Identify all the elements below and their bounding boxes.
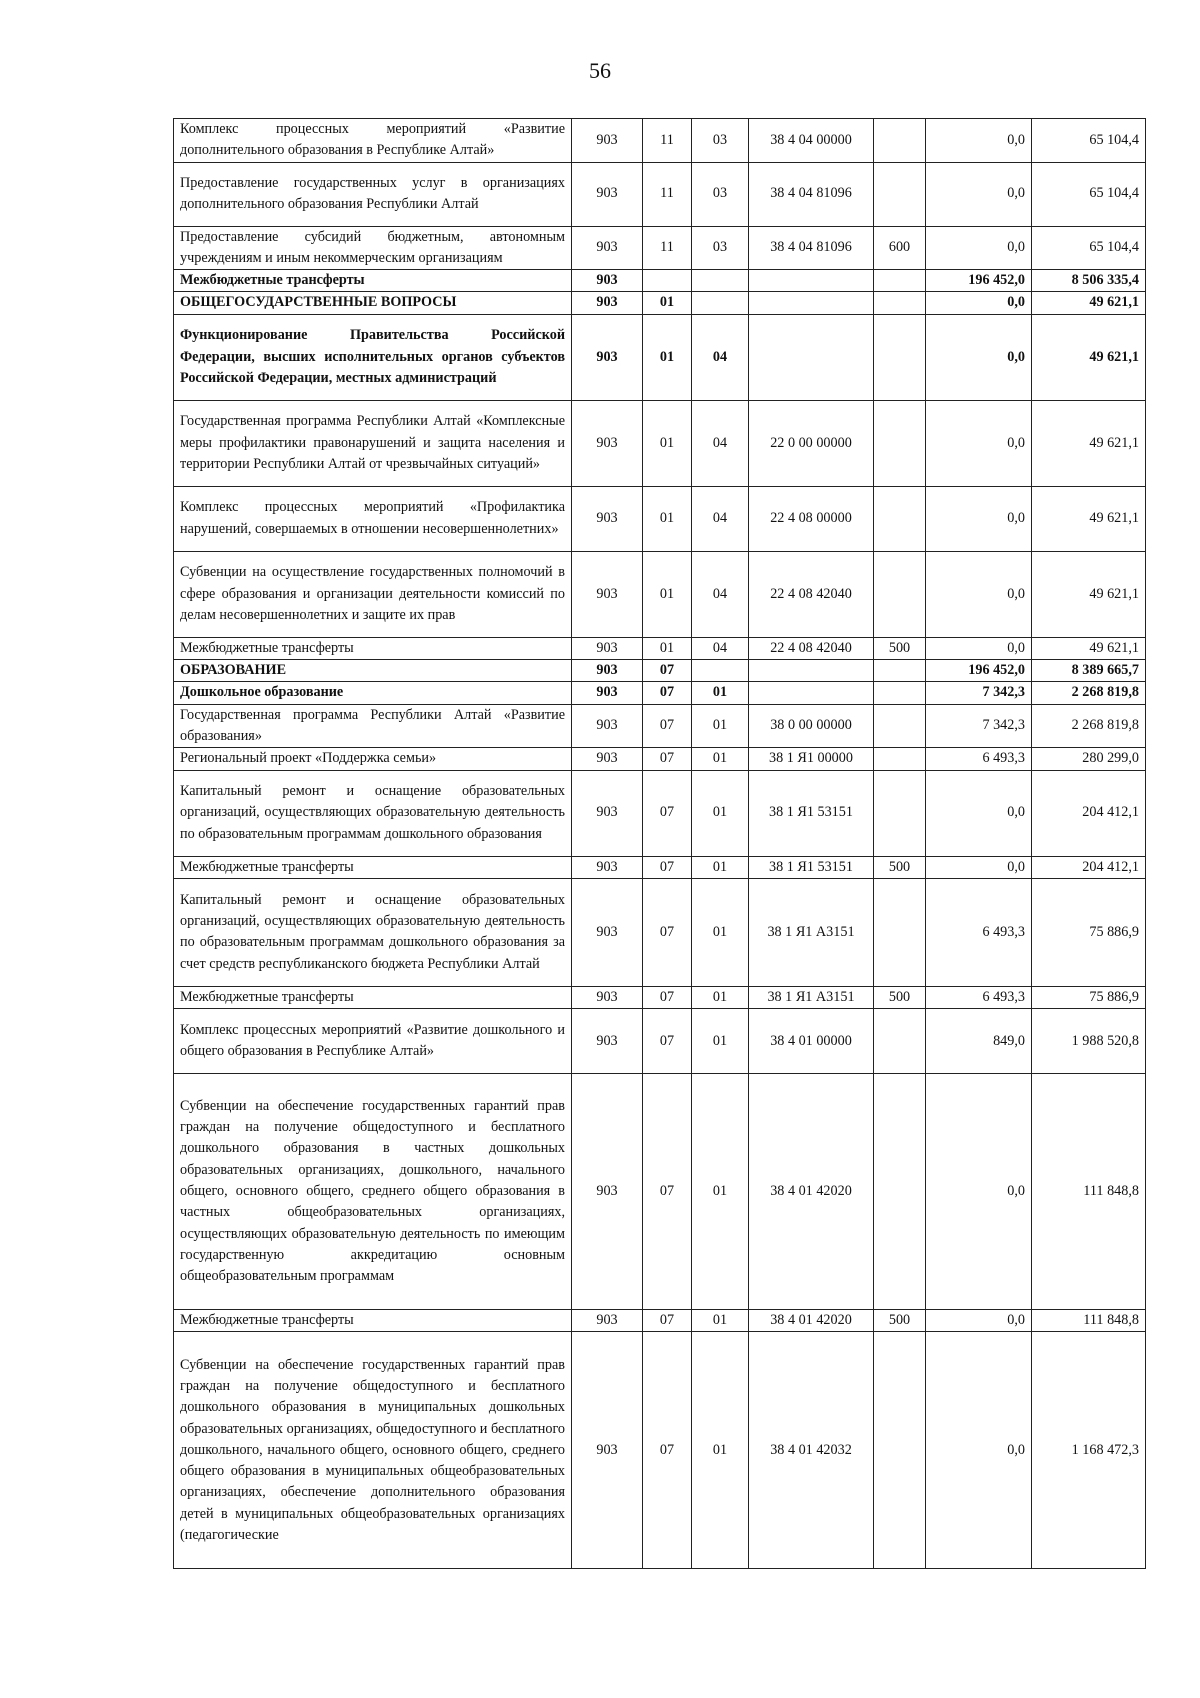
row-gr-cell: 903 xyxy=(572,292,643,314)
row-vr-cell xyxy=(874,486,926,551)
row-vr-cell xyxy=(874,748,926,770)
row-csr-cell: 22 0 00 00000 xyxy=(749,400,874,486)
row-vr-cell xyxy=(874,1009,926,1074)
row-gr-cell: 903 xyxy=(572,314,643,400)
row-gr-cell: 903 xyxy=(572,682,643,704)
row-name-cell: Региональный проект «Поддержка семьи» xyxy=(174,748,572,770)
row-sum2-cell: 75 886,9 xyxy=(1032,986,1146,1008)
row-gr-cell: 903 xyxy=(572,878,643,986)
row-name-cell: Капитальный ремонт и оснащение образовательных организаций, осуществляющих образовательную деятельность по образовательным программам дошкольного образования за счет средств республиканского бюджета Республики Алтай xyxy=(174,878,572,986)
row-gr-cell: 903 xyxy=(572,1332,643,1569)
row-pr-cell: 04 xyxy=(692,637,749,659)
row-csr-cell: 38 1 Я1 А3151 xyxy=(749,986,874,1008)
row-sum2-cell: 204 412,1 xyxy=(1032,856,1146,878)
budget-table xyxy=(173,118,1146,1569)
row-sum1-cell: 196 452,0 xyxy=(926,270,1032,292)
row-name-cell: Дошкольное образование xyxy=(174,682,572,704)
row-rz-cell: 07 xyxy=(643,1074,692,1310)
table-row xyxy=(174,551,1146,637)
row-gr-cell: 903 xyxy=(572,856,643,878)
row-vr-cell xyxy=(874,1332,926,1569)
table-row xyxy=(174,270,1146,292)
row-csr-cell xyxy=(749,660,874,682)
row-pr-cell: 04 xyxy=(692,400,749,486)
row-rz-cell: 07 xyxy=(643,660,692,682)
row-vr-cell xyxy=(874,119,926,163)
row-sum1-cell: 0,0 xyxy=(926,1310,1032,1332)
row-pr-cell: 01 xyxy=(692,878,749,986)
row-csr-cell: 38 4 01 42032 xyxy=(749,1332,874,1569)
row-csr-cell: 38 4 01 42020 xyxy=(749,1074,874,1310)
row-sum1-cell: 6 493,3 xyxy=(926,748,1032,770)
row-sum2-cell: 111 848,8 xyxy=(1032,1074,1146,1310)
row-rz-cell: 07 xyxy=(643,770,692,856)
row-name-cell: Субвенции на осуществление государственных полномочий в сфере образования и организации деятельности комиссий по делам несовершеннолетних и защите их прав xyxy=(174,551,572,637)
table-row xyxy=(174,748,1146,770)
table-row xyxy=(174,704,1146,748)
row-pr-cell: 01 xyxy=(692,682,749,704)
row-vr-cell: 500 xyxy=(874,637,926,659)
row-rz-cell: 11 xyxy=(643,162,692,226)
row-name-cell: Функционирование Правительства Российской Федерации, высших исполнительных органов субъектов Российской Федерации, местных администраций xyxy=(174,314,572,400)
row-sum1-cell: 0,0 xyxy=(926,637,1032,659)
table-row xyxy=(174,856,1146,878)
table-row xyxy=(174,162,1146,226)
table-row xyxy=(174,292,1146,314)
row-rz-cell: 07 xyxy=(643,1310,692,1332)
table-row xyxy=(174,486,1146,551)
row-rz-cell: 07 xyxy=(643,748,692,770)
row-sum1-cell: 0,0 xyxy=(926,486,1032,551)
row-rz-cell: 07 xyxy=(643,986,692,1008)
row-vr-cell xyxy=(874,660,926,682)
row-rz-cell xyxy=(643,270,692,292)
table-row xyxy=(174,770,1146,856)
row-sum1-cell: 0,0 xyxy=(926,292,1032,314)
row-rz-cell: 01 xyxy=(643,292,692,314)
row-vr-cell xyxy=(874,270,926,292)
row-rz-cell: 01 xyxy=(643,314,692,400)
row-name-cell: ОБЩЕГОСУДАРСТВЕННЫЕ ВОПРОСЫ xyxy=(174,292,572,314)
row-gr-cell: 903 xyxy=(572,986,643,1008)
row-rz-cell: 07 xyxy=(643,704,692,748)
row-sum2-cell: 8 506 335,4 xyxy=(1032,270,1146,292)
row-sum1-cell: 0,0 xyxy=(926,162,1032,226)
row-gr-cell: 903 xyxy=(572,226,643,270)
table-row xyxy=(174,119,1146,163)
row-sum1-cell: 0,0 xyxy=(926,770,1032,856)
row-vr-cell xyxy=(874,400,926,486)
row-vr-cell xyxy=(874,162,926,226)
row-name-cell: Комплекс процессных мероприятий «Профилактика нарушений, совершаемых в отношении несовершеннолетних» xyxy=(174,486,572,551)
row-name-cell: Субвенции на обеспечение государственных гарантий прав граждан на получение общедоступного и бесплатного дошкольного образования в муниципальных дошкольных образовательных организациях, общедоступного и бесплатного дошкольного, начального общего, основного общего, среднего общего образования в муниципальных общеобразовательных организациях, обеспечение дополнительного образования детей в муниципальных общеобразовательных организациях (педагогические xyxy=(174,1332,572,1569)
row-pr-cell: 03 xyxy=(692,226,749,270)
row-sum2-cell: 111 848,8 xyxy=(1032,1310,1146,1332)
row-vr-cell: 600 xyxy=(874,226,926,270)
row-name-cell: Межбюджетные трансферты xyxy=(174,986,572,1008)
row-name-cell: Межбюджетные трансферты xyxy=(174,856,572,878)
row-gr-cell: 903 xyxy=(572,486,643,551)
row-gr-cell: 903 xyxy=(572,119,643,163)
row-gr-cell: 903 xyxy=(572,1074,643,1310)
row-sum2-cell: 1 988 520,8 xyxy=(1032,1009,1146,1074)
row-gr-cell: 903 xyxy=(572,1009,643,1074)
row-csr-cell: 38 1 Я1 00000 xyxy=(749,748,874,770)
row-pr-cell: 01 xyxy=(692,704,749,748)
row-csr-cell xyxy=(749,292,874,314)
row-csr-cell: 38 0 00 00000 xyxy=(749,704,874,748)
row-vr-cell xyxy=(874,314,926,400)
row-sum1-cell: 0,0 xyxy=(926,119,1032,163)
row-pr-cell: 01 xyxy=(692,770,749,856)
row-sum1-cell: 7 342,3 xyxy=(926,682,1032,704)
row-vr-cell xyxy=(874,551,926,637)
row-sum1-cell: 196 452,0 xyxy=(926,660,1032,682)
row-name-cell: Комплекс процессных мероприятий «Развитие дошкольного и общего образования в Республике Алтай» xyxy=(174,1009,572,1074)
row-gr-cell: 903 xyxy=(572,770,643,856)
row-sum2-cell: 2 268 819,8 xyxy=(1032,704,1146,748)
row-vr-cell: 500 xyxy=(874,856,926,878)
row-name-cell: ОБРАЗОВАНИЕ xyxy=(174,660,572,682)
row-pr-cell: 04 xyxy=(692,314,749,400)
row-rz-cell: 01 xyxy=(643,637,692,659)
row-pr-cell: 04 xyxy=(692,486,749,551)
row-sum2-cell: 75 886,9 xyxy=(1032,878,1146,986)
row-sum2-cell: 49 621,1 xyxy=(1032,314,1146,400)
row-sum2-cell: 49 621,1 xyxy=(1032,486,1146,551)
row-name-cell: Комплекс процессных мероприятий «Развитие дополнительного образования в Республике Алтай» xyxy=(174,119,572,163)
row-pr-cell xyxy=(692,660,749,682)
row-sum1-cell: 0,0 xyxy=(926,226,1032,270)
row-csr-cell: 38 1 Я1 А3151 xyxy=(749,878,874,986)
row-vr-cell xyxy=(874,704,926,748)
row-rz-cell: 11 xyxy=(643,226,692,270)
row-vr-cell xyxy=(874,770,926,856)
row-csr-cell xyxy=(749,682,874,704)
row-sum1-cell: 0,0 xyxy=(926,1074,1032,1310)
row-rz-cell: 07 xyxy=(643,878,692,986)
row-sum2-cell: 8 389 665,7 xyxy=(1032,660,1146,682)
row-vr-cell: 500 xyxy=(874,1310,926,1332)
row-gr-cell: 903 xyxy=(572,270,643,292)
row-vr-cell: 500 xyxy=(874,986,926,1008)
row-sum2-cell: 65 104,4 xyxy=(1032,162,1146,226)
row-sum1-cell: 0,0 xyxy=(926,551,1032,637)
row-sum1-cell: 6 493,3 xyxy=(926,878,1032,986)
table-row xyxy=(174,986,1146,1008)
row-name-cell: Межбюджетные трансферты xyxy=(174,1310,572,1332)
row-pr-cell: 03 xyxy=(692,162,749,226)
row-vr-cell xyxy=(874,682,926,704)
table-row xyxy=(174,660,1146,682)
row-sum2-cell: 65 104,4 xyxy=(1032,226,1146,270)
row-name-cell: Капитальный ремонт и оснащение образовательных организаций, осуществляющих образовательную деятельность по образовательным программам дошкольного образования xyxy=(174,770,572,856)
row-pr-cell: 01 xyxy=(692,1009,749,1074)
row-name-cell: Предоставление субсидий бюджетным, автономным учреждениям и иным некоммерческим организациям xyxy=(174,226,572,270)
row-gr-cell: 903 xyxy=(572,660,643,682)
row-sum1-cell: 0,0 xyxy=(926,1332,1032,1569)
table-row xyxy=(174,682,1146,704)
row-name-cell: Межбюджетные трансферты xyxy=(174,270,572,292)
row-sum1-cell: 849,0 xyxy=(926,1009,1032,1074)
table-row xyxy=(174,878,1146,986)
row-pr-cell xyxy=(692,292,749,314)
row-sum1-cell: 7 342,3 xyxy=(926,704,1032,748)
row-sum2-cell: 1 168 472,3 xyxy=(1032,1332,1146,1569)
row-pr-cell xyxy=(692,270,749,292)
row-name-cell: Государственная программа Республики Алтай «Развитие образования» xyxy=(174,704,572,748)
row-pr-cell: 01 xyxy=(692,1074,749,1310)
row-sum1-cell: 0,0 xyxy=(926,856,1032,878)
row-sum2-cell: 49 621,1 xyxy=(1032,551,1146,637)
row-csr-cell xyxy=(749,314,874,400)
row-pr-cell: 01 xyxy=(692,856,749,878)
row-gr-cell: 903 xyxy=(572,704,643,748)
row-pr-cell: 01 xyxy=(692,986,749,1008)
row-gr-cell: 903 xyxy=(572,1310,643,1332)
row-sum2-cell: 2 268 819,8 xyxy=(1032,682,1146,704)
table-row xyxy=(174,1009,1146,1074)
row-sum2-cell: 49 621,1 xyxy=(1032,637,1146,659)
row-rz-cell: 01 xyxy=(643,486,692,551)
row-gr-cell: 903 xyxy=(572,748,643,770)
table-body xyxy=(174,119,1146,1569)
row-pr-cell: 01 xyxy=(692,1332,749,1569)
row-rz-cell: 01 xyxy=(643,400,692,486)
row-pr-cell: 04 xyxy=(692,551,749,637)
row-csr-cell: 38 1 Я1 53151 xyxy=(749,770,874,856)
row-name-cell: Государственная программа Республики Алтай «Комплексные меры профилактики правонарушений и защита населения и территории Республики Алтай от чрезвычайных ситуаций» xyxy=(174,400,572,486)
row-csr-cell: 22 4 08 00000 xyxy=(749,486,874,551)
row-vr-cell xyxy=(874,878,926,986)
row-csr-cell: 38 4 04 00000 xyxy=(749,119,874,163)
row-csr-cell: 38 4 04 81096 xyxy=(749,226,874,270)
row-sum2-cell: 204 412,1 xyxy=(1032,770,1146,856)
row-gr-cell: 903 xyxy=(572,637,643,659)
row-sum1-cell: 0,0 xyxy=(926,400,1032,486)
row-name-cell: Предоставление государственных услуг в организациях дополнительного образования Республики Алтай xyxy=(174,162,572,226)
page-number: 56 xyxy=(589,58,611,83)
row-csr-cell xyxy=(749,270,874,292)
row-rz-cell: 07 xyxy=(643,856,692,878)
row-rz-cell: 11 xyxy=(643,119,692,163)
table-row xyxy=(174,1332,1146,1569)
row-pr-cell: 01 xyxy=(692,748,749,770)
row-sum2-cell: 65 104,4 xyxy=(1032,119,1146,163)
row-rz-cell: 07 xyxy=(643,682,692,704)
table-row xyxy=(174,637,1146,659)
table-row xyxy=(174,400,1146,486)
table-row xyxy=(174,226,1146,270)
row-gr-cell: 903 xyxy=(572,400,643,486)
row-csr-cell: 22 4 08 42040 xyxy=(749,551,874,637)
row-rz-cell: 07 xyxy=(643,1009,692,1074)
row-gr-cell: 903 xyxy=(572,551,643,637)
row-rz-cell: 07 xyxy=(643,1332,692,1569)
table-row xyxy=(174,314,1146,400)
table-row xyxy=(174,1310,1146,1332)
row-name-cell: Субвенции на обеспечение государственных гарантий прав граждан на получение общедоступного и бесплатного дошкольного образования в частных дошкольных образовательных организациях, дошкольного, начального общего, основного общего, среднего общего образования в частных общеобразовательных организациях, осуществляющих образовательную деятельность по имеющим государственную аккредитацию основным общеобразовательным программам xyxy=(174,1074,572,1310)
row-csr-cell: 38 4 04 81096 xyxy=(749,162,874,226)
row-pr-cell: 03 xyxy=(692,119,749,163)
row-csr-cell: 38 4 01 42020 xyxy=(749,1310,874,1332)
row-vr-cell xyxy=(874,292,926,314)
row-csr-cell: 22 4 08 42040 xyxy=(749,637,874,659)
table-row xyxy=(174,1074,1146,1310)
row-sum2-cell: 49 621,1 xyxy=(1032,292,1146,314)
row-rz-cell: 01 xyxy=(643,551,692,637)
row-sum2-cell: 280 299,0 xyxy=(1032,748,1146,770)
row-sum1-cell: 6 493,3 xyxy=(926,986,1032,1008)
row-csr-cell: 38 1 Я1 53151 xyxy=(749,856,874,878)
row-csr-cell: 38 4 01 00000 xyxy=(749,1009,874,1074)
row-gr-cell: 903 xyxy=(572,162,643,226)
row-name-cell: Межбюджетные трансферты xyxy=(174,637,572,659)
row-sum1-cell: 0,0 xyxy=(926,314,1032,400)
row-sum2-cell: 49 621,1 xyxy=(1032,400,1146,486)
row-pr-cell: 01 xyxy=(692,1310,749,1332)
row-vr-cell xyxy=(874,1074,926,1310)
